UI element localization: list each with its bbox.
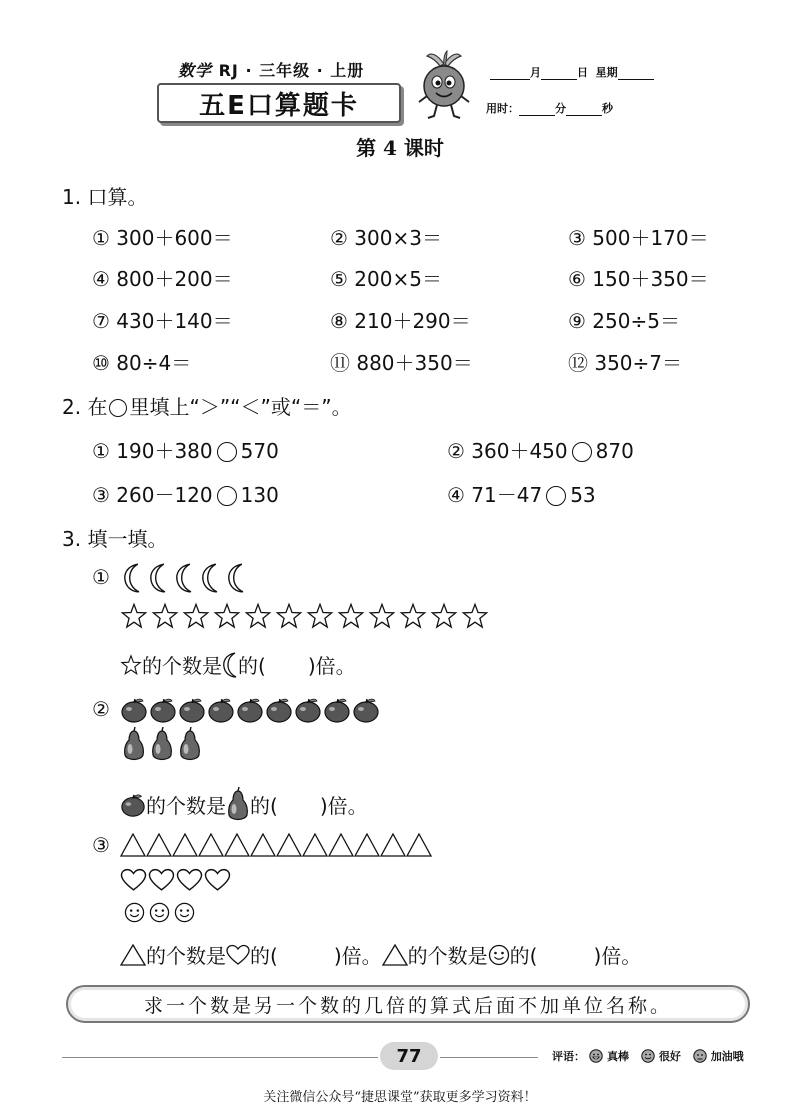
time-label: 用时：: [486, 102, 519, 115]
eval-option: 真棒: [607, 1050, 629, 1063]
q2-item: [92, 435, 279, 464]
star-icon: [213, 602, 241, 630]
heart-icon: [176, 868, 203, 892]
triangle-icon: [120, 944, 146, 966]
heart-row: [120, 868, 231, 892]
sentence-text: )倍。: [593, 944, 642, 968]
smile-face-icon[interactable]: [641, 1049, 655, 1063]
compare-circle[interactable]: [217, 486, 237, 506]
sentence-text: 的(: [250, 794, 278, 818]
moon-icon: [226, 563, 246, 593]
tip-box: [66, 985, 750, 1023]
heart-icon: [148, 868, 175, 892]
footer-note: 关注微信公众号“捷思课堂”获取更多学习资料！: [263, 1090, 537, 1105]
smiley-icon: [124, 902, 145, 923]
footer-divider: [62, 1057, 378, 1058]
determined-face-icon[interactable]: [693, 1049, 707, 1063]
heart-icon: [204, 868, 231, 892]
star-icon: [151, 602, 179, 630]
q1-item: ⑫ 350÷7＝: [568, 351, 683, 375]
apple-icon: [149, 696, 177, 724]
minutes-blank[interactable]: [519, 115, 555, 116]
q1-item: ⑪ 880＋350＝: [330, 351, 473, 375]
sentence-text: 的(: [250, 944, 278, 968]
sentence-text: 的(: [238, 654, 266, 678]
moon-icon: [200, 563, 220, 593]
pear-row: [120, 727, 204, 763]
q1-item: ① 300＋600＝: [92, 226, 233, 250]
star-icon: [461, 602, 489, 630]
q1-item: ⑨ 250÷5＝: [568, 309, 680, 333]
apple-icon: [120, 792, 146, 818]
smiley-icon: [488, 944, 510, 966]
heart-icon: [226, 944, 250, 966]
q1-item: ② 300×3＝: [330, 226, 442, 250]
compare-circle[interactable]: [572, 442, 592, 462]
q3-part-number: ①: [92, 565, 110, 589]
evaluation: [552, 1048, 744, 1064]
triangle-icon: [406, 833, 432, 857]
q1-item: ④ 800＋200＝: [92, 267, 233, 291]
pear-icon: [176, 727, 204, 763]
apple-row: [120, 696, 380, 724]
q3-part-number: ②: [92, 697, 110, 721]
smiley-icon: [174, 902, 195, 923]
circle-icon: [109, 399, 127, 417]
apple-icon: [178, 696, 206, 724]
q2-item: [92, 479, 279, 508]
q1-item: ⑧ 210＋290＝: [330, 309, 471, 333]
q2-expr: ③ 260－120: [92, 483, 213, 507]
brand-title: 五E口算题卡: [199, 90, 359, 121]
q2-item: [447, 435, 634, 464]
edition: RJ · 三年级 · 上册: [218, 61, 365, 80]
q2-expr: ② 360＋450: [447, 439, 568, 463]
moon-icon: [174, 563, 194, 593]
star-icon: [244, 602, 272, 630]
page-number: 77: [380, 1042, 438, 1070]
q2-title-part: 里填上“＞”“＜”或“＝”。: [129, 395, 352, 419]
q2-value: 53: [570, 483, 596, 507]
footer-divider: [440, 1057, 538, 1058]
star-icon: [306, 602, 334, 630]
month-label: 月: [530, 66, 541, 79]
sentence-text: 的(: [509, 944, 538, 968]
minutes-label: 分: [555, 102, 566, 115]
month-blank[interactable]: [490, 79, 530, 80]
apple-icon: [265, 696, 293, 724]
q3-part-number: ③: [92, 833, 110, 857]
lesson-title: 第 4 课时: [356, 136, 444, 160]
moon-row: [122, 563, 246, 593]
smiley-row: [124, 902, 195, 923]
triangle-icon: [250, 833, 276, 857]
q2-expr: ① 190＋380: [92, 439, 213, 463]
compare-circle[interactable]: [546, 486, 566, 506]
pear-icon: [120, 727, 148, 763]
triangle-icon: [224, 833, 250, 857]
triangle-icon: [120, 833, 146, 857]
q3-title: 3. 填一填。: [62, 527, 168, 551]
q1-item: ⑩ 80÷4＝: [92, 351, 192, 375]
apple-icon: [352, 696, 380, 724]
eval-label: 评语：: [552, 1050, 585, 1063]
q3-p2-sentence: [120, 787, 368, 823]
triangle-icon: [354, 833, 380, 857]
mascot-icon: [413, 50, 475, 122]
apple-icon: [236, 696, 264, 724]
sentence-text: 的个数是: [407, 944, 488, 968]
q1-title: 1. 口算。: [62, 185, 148, 209]
sentence-text: )倍。: [333, 944, 382, 968]
q1-item: ⑤ 200×5＝: [330, 267, 442, 291]
apple-icon: [207, 696, 235, 724]
moon-icon: [222, 652, 238, 678]
q1-item: ③ 500＋170＝: [568, 226, 709, 250]
triangle-icon: [198, 833, 224, 857]
star-icon: [399, 602, 427, 630]
q2-value: 130: [240, 483, 279, 507]
weekday-blank[interactable]: [618, 79, 654, 80]
subject: 数学: [178, 61, 213, 80]
brand-banner: [157, 83, 401, 123]
triangle-icon: [328, 833, 354, 857]
q2-title-part: 2. 在: [62, 395, 108, 419]
q1-item: ⑥ 150＋350＝: [568, 267, 709, 291]
apple-icon: [294, 696, 322, 724]
star-icon: [275, 602, 303, 630]
triangle-icon: [276, 833, 302, 857]
pear-icon: [226, 787, 250, 823]
moon-icon: [148, 563, 168, 593]
sentence-text: )倍。: [307, 654, 356, 678]
grin-face-icon[interactable]: [589, 1049, 603, 1063]
triangle-icon: [146, 833, 172, 857]
seconds-label: 秒: [602, 102, 613, 115]
time-line: [486, 100, 613, 116]
pear-icon: [148, 727, 176, 763]
sentence-text: 的个数是: [146, 944, 226, 968]
triangle-icon: [380, 833, 406, 857]
q2-value: 570: [240, 439, 279, 463]
q2-item: [447, 479, 596, 508]
apple-icon: [120, 696, 148, 724]
apple-icon: [323, 696, 351, 724]
book-series: [178, 58, 364, 81]
triangle-row: [120, 833, 432, 857]
star-icon: [120, 654, 142, 676]
sentence-text: 的个数是: [146, 794, 226, 818]
moon-icon: [122, 563, 142, 593]
q3-p3-sentence: [120, 940, 641, 969]
sentence-text: )倍。: [319, 794, 368, 818]
star-icon: [182, 602, 210, 630]
q2-value: 870: [595, 439, 634, 463]
triangle-icon: [382, 944, 408, 966]
star-icon: [368, 602, 396, 630]
heart-icon: [120, 868, 147, 892]
day-label: 日: [577, 66, 588, 79]
q2-expr: ④ 71－47: [447, 483, 543, 507]
q2-title: [62, 391, 352, 420]
star-icon: [337, 602, 365, 630]
eval-option: 加油哦: [710, 1050, 744, 1063]
weekday-label: 星期: [595, 66, 618, 79]
sentence-text: 的个数是: [142, 654, 222, 678]
star-row: [120, 602, 489, 630]
triangle-icon: [302, 833, 328, 857]
tip-text: 求一个数是另一个数的几倍的算式后面不加单位名称。: [143, 994, 672, 1017]
q3-p1-sentence: [120, 650, 356, 679]
q1-item: ⑦ 430＋140＝: [92, 309, 233, 333]
star-icon: [430, 602, 458, 630]
date-line: [490, 64, 654, 80]
smiley-icon: [149, 902, 170, 923]
compare-circle[interactable]: [217, 442, 237, 462]
seconds-blank[interactable]: [566, 115, 602, 116]
star-icon: [120, 602, 148, 630]
eval-option: 很好: [658, 1050, 681, 1063]
day-blank[interactable]: [541, 79, 577, 80]
triangle-icon: [172, 833, 198, 857]
